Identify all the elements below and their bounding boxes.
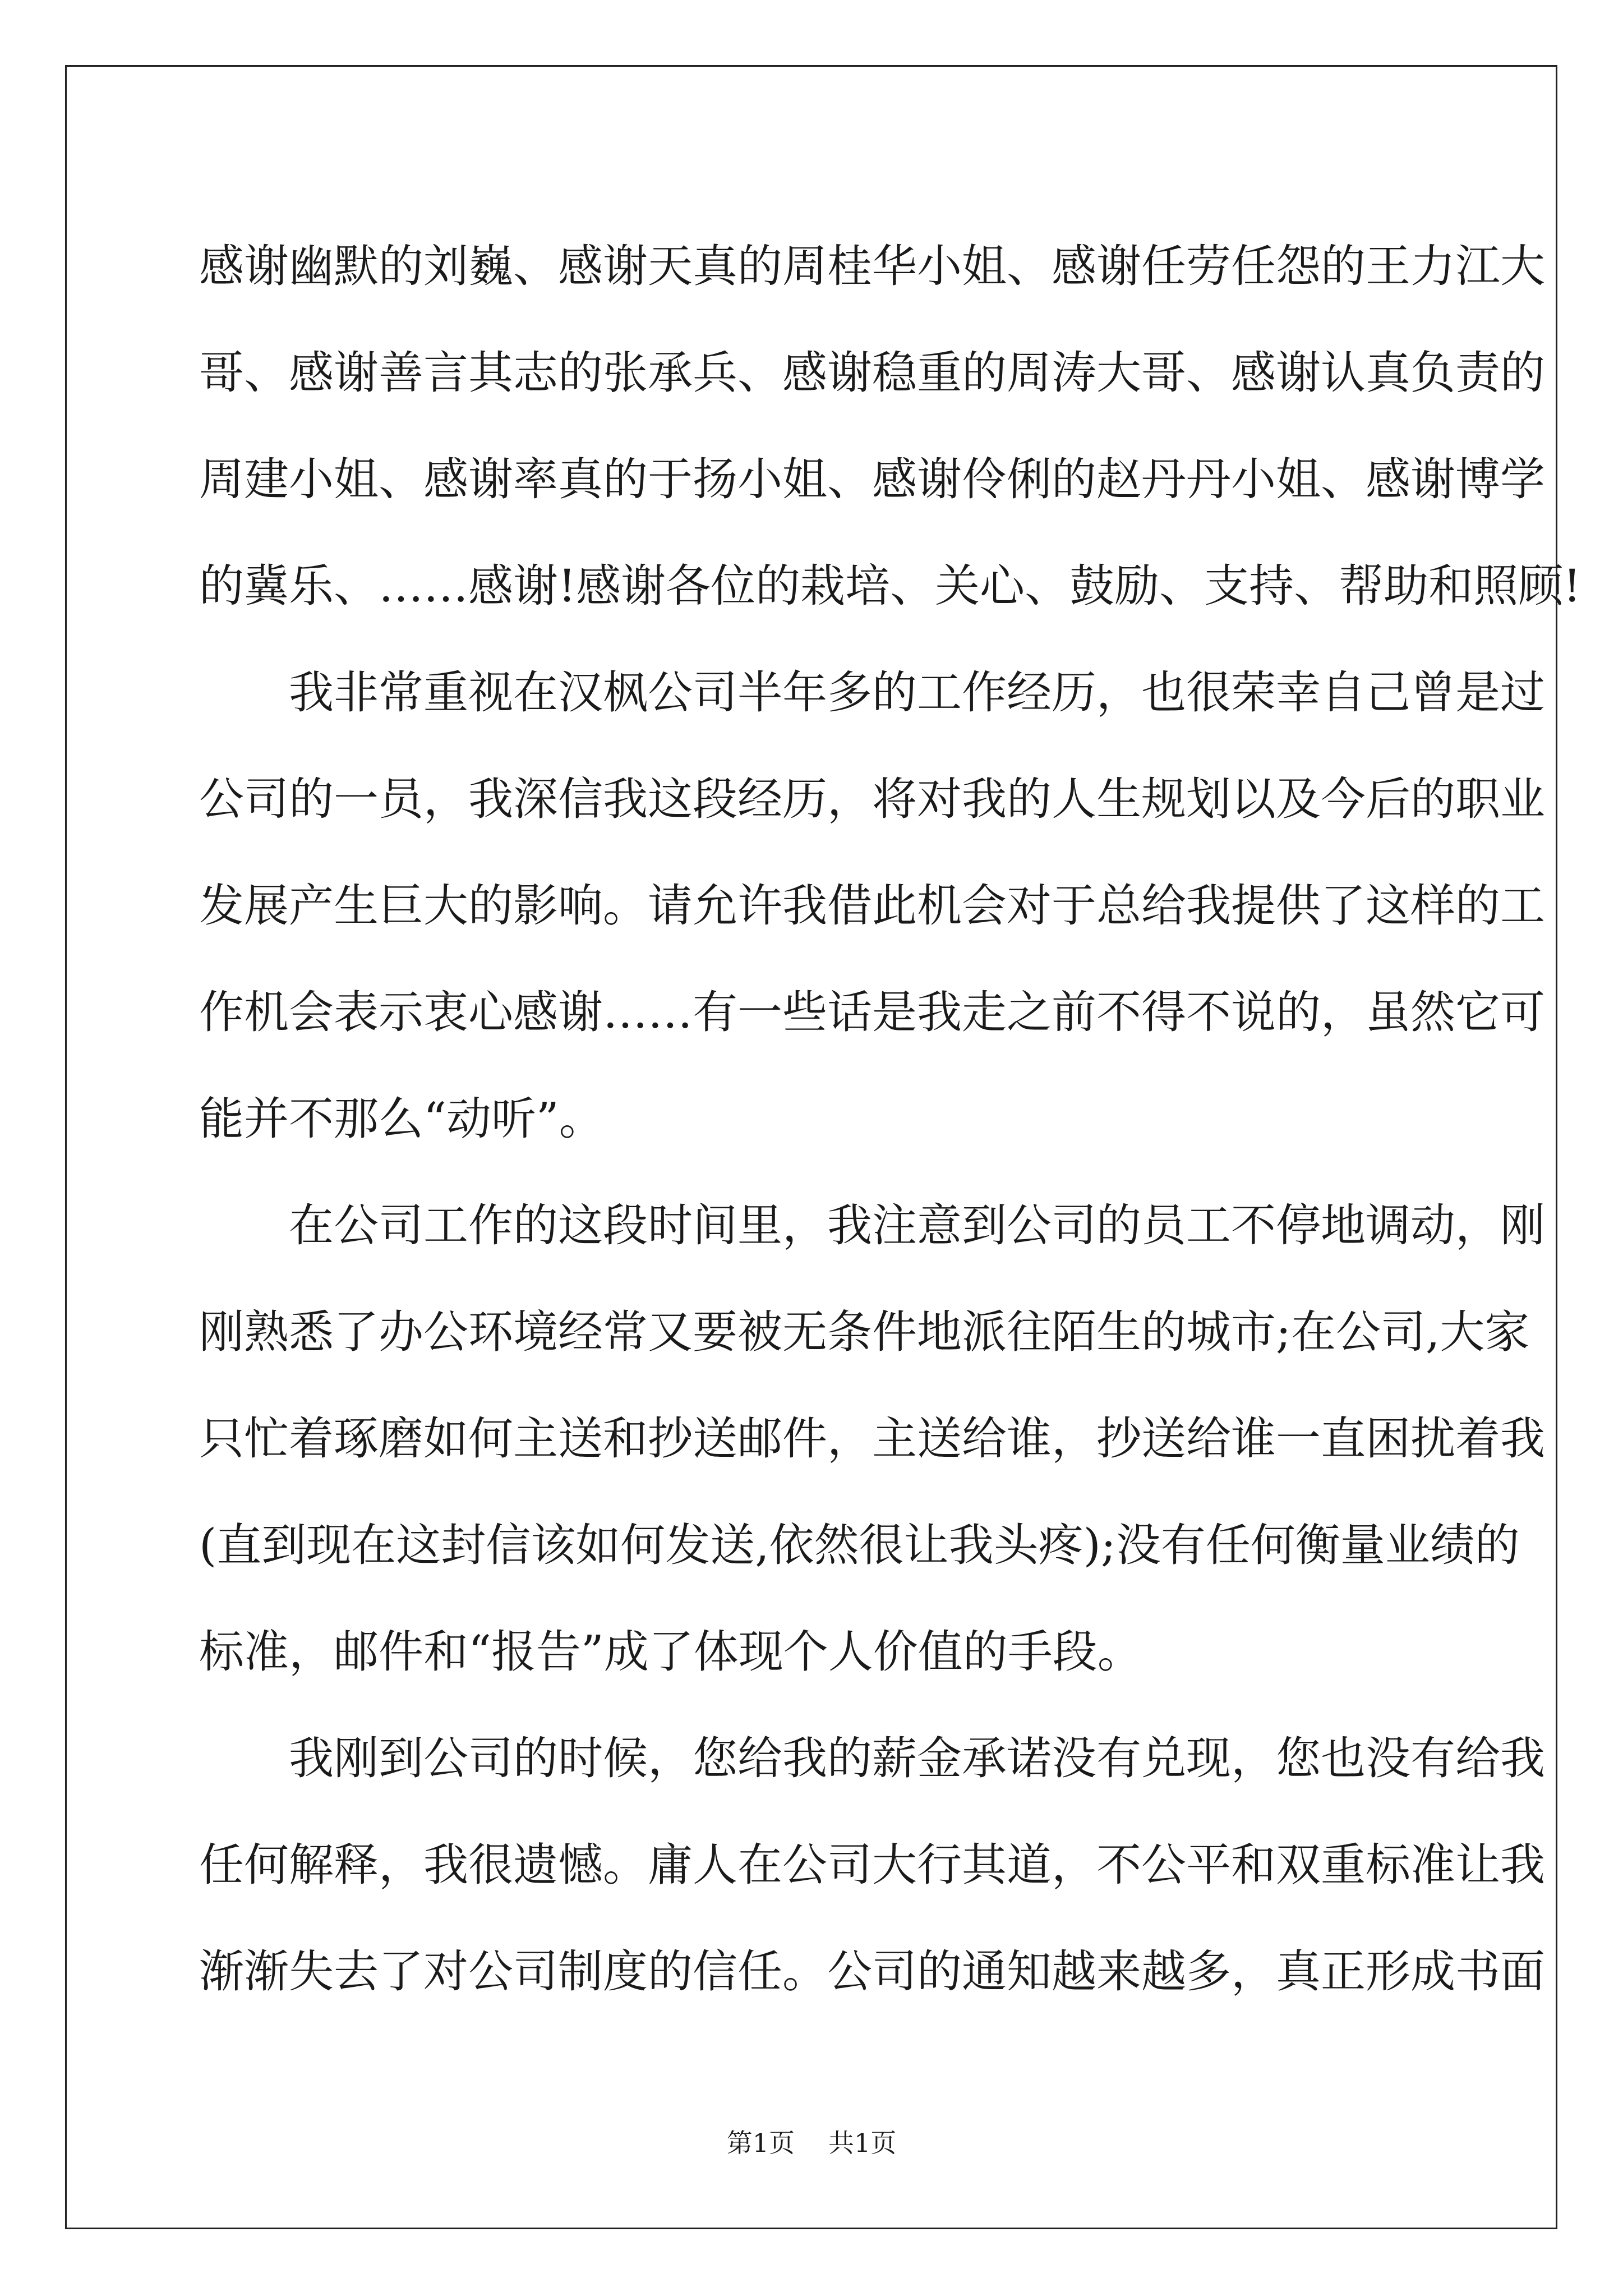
paragraph-4	[199, 1705, 1545, 2025]
document-body	[199, 213, 1581, 2025]
paragraph-2	[199, 639, 1545, 1172]
text-line: 的冀乐、……感谢!感谢各位的栽培、关心、鼓励、支持、帮助和照顾!	[199, 560, 1581, 612]
text-line: 我刚到公司的时候，您给我的薪金承诺没有兑现，您也没有给我	[289, 1732, 1545, 1784]
text-line: 感谢幽默的刘巍、感谢天真的周桂华小姐、感谢任劳任怨的王力江大	[199, 240, 1545, 292]
paragraph-3	[199, 1172, 1545, 1705]
text-line: 渐渐失去了对公司制度的信任。公司的通知越来越多，真正形成书面	[199, 1945, 1545, 1998]
text-line: 只忙着琢磨如何主送和抄送邮件，主送给谁，抄送给谁一直困扰着我	[199, 1412, 1545, 1465]
text-line: 刚熟悉了办公环境经常又要被无条件地派往陌生的城市;在公司,大家	[199, 1306, 1530, 1358]
page-total: 共1页	[828, 2128, 897, 2158]
text-line: 我非常重视在汉枫公司半年多的工作经历，也很荣幸自己曾是过	[289, 666, 1545, 719]
text-line: 任何解释，我很遗憾。庸人在公司大行其道，不公平和双重标准让我	[199, 1839, 1545, 1891]
text-line: 公司的一员，我深信我这段经历，将对我的人生规划以及今后的职业	[199, 773, 1545, 825]
text-line: 能并不那么“动听”。	[199, 1093, 604, 1145]
text-line: 发展产生巨大的影响。请允许我借此机会对于总给我提供了这样的工	[199, 880, 1545, 932]
text-line: (直到现在这封信该如何发送,依然很让我头疼);没有任何衡量业绩的	[199, 1519, 1520, 1571]
text-line: 周建小姐、感谢率真的于扬小姐、感谢伶俐的赵丹丹小姐、感谢博学	[199, 453, 1545, 505]
text-line: 作机会表示衷心感谢……有一些话是我走之前不得不说的，虽然它可	[199, 986, 1545, 1038]
page-footer	[0, 2126, 1623, 2160]
text-line: 标准，邮件和“报告”成了体现个人价值的手段。	[199, 1626, 1142, 1678]
text-line: 在公司工作的这段时间里，我注意到公司的员工不停地调动，刚	[289, 1199, 1545, 1251]
page-number: 第1页	[726, 2128, 795, 2158]
text-line: 哥、感谢善言其志的张承兵、感谢稳重的周涛大哥、感谢认真负责的	[199, 347, 1545, 399]
paragraph-1	[199, 213, 1581, 639]
